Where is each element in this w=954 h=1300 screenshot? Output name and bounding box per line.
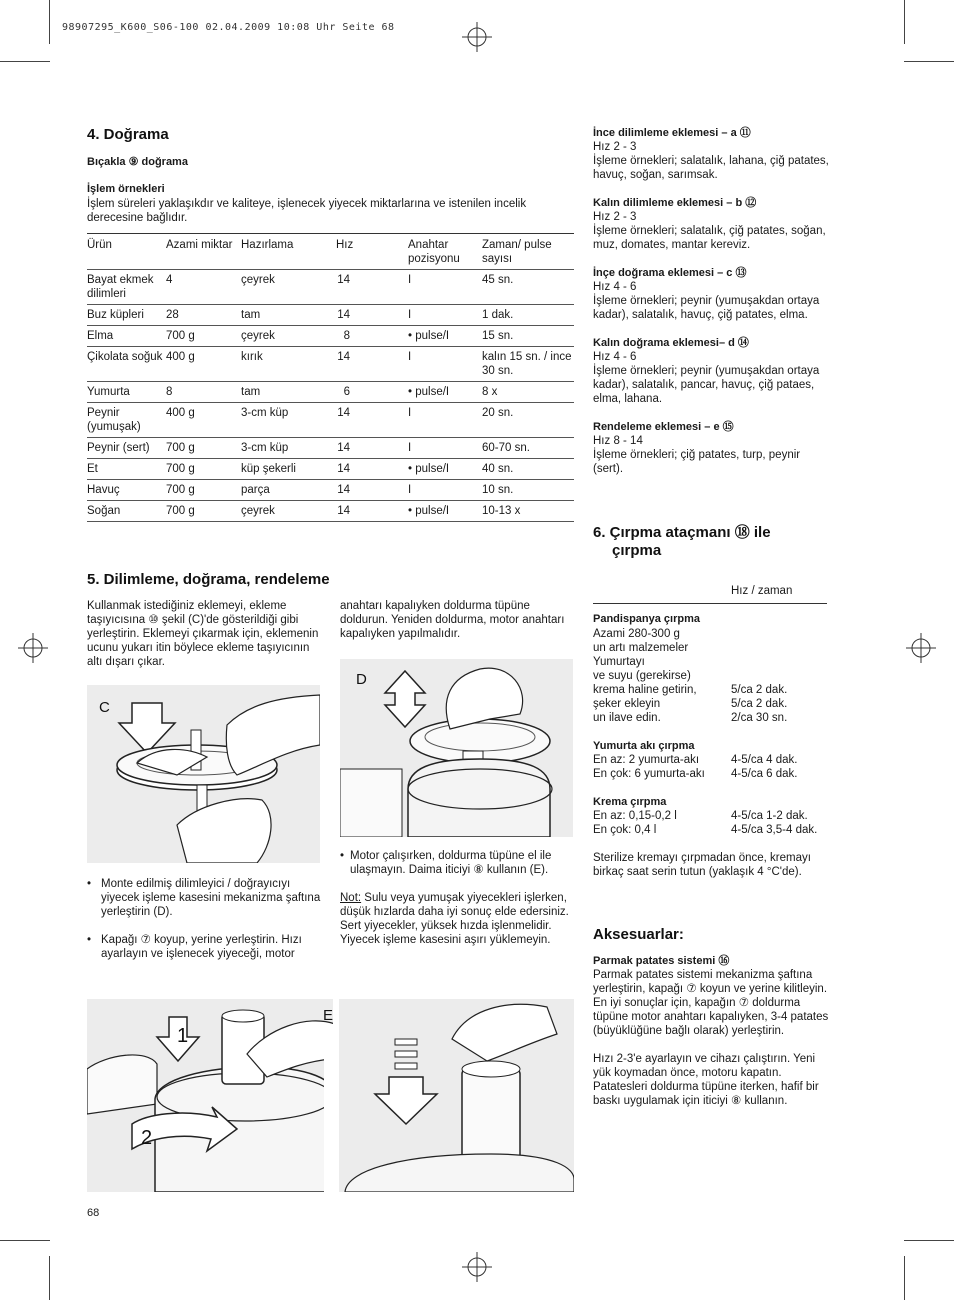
table-cell: 28: [166, 305, 241, 326]
table-header-row: [87, 234, 574, 270]
note-label: Not:: [340, 892, 362, 904]
recipe-row: [593, 641, 833, 655]
recipe-speed-time: 5/ca 2 dak.: [731, 684, 788, 696]
table-cell: 60-70 sn.: [482, 438, 574, 459]
table-cell: I: [408, 438, 482, 459]
accessories-body: [593, 954, 829, 1108]
recipe-step: En az: 0,15-0,2 l: [593, 810, 677, 822]
page-number: 68: [87, 1207, 100, 1219]
section-6-title-line2: çırpma: [612, 542, 662, 559]
table-cell: 8: [336, 326, 408, 347]
table-cell: 3-cm küp: [241, 403, 336, 438]
recipe-speed-time: 4-5/ca 3,5-4 dak.: [731, 824, 818, 836]
table-header-cell: Zaman/ pulse sayısı: [482, 234, 574, 270]
table-cell: kalın 15 sn. / ince 30 sn.: [482, 347, 574, 382]
recipe-row: [593, 767, 833, 781]
whisk-recipes: [593, 612, 833, 879]
table-cell: 14: [336, 305, 408, 326]
insert-block: [593, 126, 833, 182]
insert-title: Rendeleme eklemesi – e ⑮: [593, 421, 734, 433]
recipe-step: krema haline getirin,: [593, 684, 697, 696]
figure-d-illustration: [340, 659, 573, 837]
table-row: [87, 305, 574, 326]
crop-mark: [0, 1240, 50, 1241]
table-cell: • pulse/I: [408, 501, 482, 522]
recipe-step: En çok: 6 yumurta-akı: [593, 768, 705, 780]
insert-block: [593, 266, 833, 322]
figure-c-label: C: [99, 699, 110, 716]
figure-e-illustration: [87, 999, 574, 1192]
insert-speed: Hız 2 - 3: [593, 141, 637, 153]
cream-note: Sterilize kremayı çırpmadan önce, kremayı birkaç saat serin tutun (yaklaşık 4 °C'de).: [593, 852, 811, 878]
table-cell: • pulse/I: [408, 459, 482, 480]
recipe-row: [593, 753, 833, 767]
table-cell: çeyrek: [241, 270, 336, 305]
recipe-step: En çok: 0,4 l: [593, 824, 657, 836]
accessories-subtitle: Parmak patates sistemi ⑯: [593, 955, 730, 967]
table-cell: Peynir (sert): [87, 438, 166, 459]
table-header-cell: Hız: [336, 234, 408, 270]
accessories-paragraph-2: Hızı 2-3'e ayarlayın ve cihazı çalıştırın. Yeni yük koymadan önce, motoru kapatın. Patatesleri doldurma tüpüne iterken, hafif bir baskı uygulamak için iticiyi ⑧ kullanın.: [593, 1053, 819, 1107]
table-row: [87, 438, 574, 459]
table-cell: 700 g: [166, 480, 241, 501]
table-cell: 700 g: [166, 326, 241, 347]
section-5-col1-text: Kullanmak istediğiniz eklemeyi, ekleme taşıyıcısına ⑩ şekil (C)'de gösterildiği gibi yerleştirin. Eklemeyi çıkarmak için, eklemenin ucunu yukarı itin böylece ekleme taşıyıcının altı dışarı çıkar.: [87, 600, 319, 668]
note-text: Sulu veya yumuşak yiyecekleri işlerken, düşük hızlarda daha iyi sonuç elde edersiniz. Sert yiyecekler, yüksek hızda işlenmelidir. Yiyecek işleme kasesini aşırı yüklemeyin.: [340, 892, 569, 946]
figure-c: [87, 685, 320, 863]
table-cell: 6: [336, 382, 408, 403]
recipe-step: şeker ekleyin: [593, 698, 661, 710]
table-header-cell: Ürün: [87, 234, 166, 270]
table-cell: 20 sn.: [482, 403, 574, 438]
table-cell: 15 sn.: [482, 326, 574, 347]
table-cell: kırık: [241, 347, 336, 382]
table-cell: 400 g: [166, 347, 241, 382]
table-cell: Bayat ekmek dilimleri: [87, 270, 166, 305]
recipe-step: En az: 2 yumurta-akı: [593, 754, 700, 766]
insert-title: İnçe doğrama eklemesi – c ⑬: [593, 267, 747, 279]
registration-mark-icon: [906, 633, 936, 663]
recipe-speed-time: 4-5/ca 1-2 dak.: [731, 810, 808, 822]
bullet-icon: •: [87, 934, 92, 946]
insert-speed: Hız 2 - 3: [593, 211, 637, 223]
insert-block: [593, 420, 833, 476]
cream-title: Krema çırpma: [593, 796, 667, 808]
figure-c-illustration: [87, 685, 320, 863]
table-row: [87, 459, 574, 480]
insert-speed: Hız 8 - 14: [593, 435, 643, 447]
table-cell: Buz küpleri: [87, 305, 166, 326]
recipe-row: [593, 823, 833, 837]
speed-time-header: Hız / zaman: [731, 585, 793, 597]
recipe-speed-time: 4-5/ca 4 dak.: [731, 754, 798, 766]
bullet-icon: •: [340, 850, 345, 862]
section-6-title-line1: 6. Çırpma ataçmanı ⑱ ile: [593, 524, 771, 541]
crop-mark: [904, 1256, 905, 1300]
divider: [593, 603, 827, 604]
recipe-speed-time: 4-5/ca 6 dak.: [731, 768, 798, 780]
insert-speed: Hız 4 - 6: [593, 351, 637, 363]
insert-block: [593, 336, 833, 406]
insert-description: İşleme örnekleri; salatalık, çiğ patates, soğan, muz, domates, mantar kereviz.: [593, 225, 826, 251]
table-cell: 8: [166, 382, 241, 403]
table-cell: Çikolata soğuk: [87, 347, 166, 382]
crop-mark: [904, 0, 905, 44]
note-paragraph: [340, 891, 574, 947]
table-cell: parça: [241, 480, 336, 501]
recipe-step: ve suyu (gerekirse): [593, 670, 691, 682]
insert-title: Kalın doğrama eklemesi– d ⑭: [593, 337, 749, 349]
recipe-step: Yumurtayı: [593, 656, 645, 668]
sponge-title: Pandispanya çırpma: [593, 613, 700, 625]
insert-description: İşleme örnekleri; peynir (yumuşakdan ortaya kadar), salatalık, havuç, çiğ patates, elma.: [593, 295, 820, 321]
insert-description: İşleme örnekleri; salatalık, lahana, çiğ patates, havuç, soğan, sarımsak.: [593, 155, 829, 181]
crop-mark: [904, 1240, 954, 1241]
bullet-text: Motor çalışırken, doldurma tüpüne el ile ulaşmayın. Daima iticiyi ⑧ kullanın (E).: [350, 850, 552, 876]
crop-mark: [49, 0, 50, 44]
table-cell: 14: [336, 347, 408, 382]
bullet-icon: •: [87, 878, 92, 890]
table-cell: I: [408, 347, 482, 382]
table-cell: Et: [87, 459, 166, 480]
insert-description: İşleme örnekleri; çiğ patates, turp, peynir (sert).: [593, 449, 801, 475]
table-cell: 700 g: [166, 438, 241, 459]
recipe-row: [593, 655, 833, 669]
processing-table: [87, 233, 574, 522]
table-cell: • pulse/I: [408, 326, 482, 347]
table-header-cell: Hazırlama: [241, 234, 336, 270]
table-cell: I: [408, 305, 482, 326]
table-cell: I: [408, 403, 482, 438]
table-cell: 3-cm küp: [241, 438, 336, 459]
table-cell: 400 g: [166, 403, 241, 438]
table-cell: 40 sn.: [482, 459, 574, 480]
table-cell: 45 sn.: [482, 270, 574, 305]
table-cell: 10-13 x: [482, 501, 574, 522]
section-6-title: [593, 524, 771, 560]
insert-description: İşleme örnekleri; peynir (yumuşakdan ortaya kadar), salatalık, pancar, havuç, çiğ pataes, elma, lahana.: [593, 365, 820, 405]
recipe-row: [593, 809, 833, 823]
table-row: [87, 382, 574, 403]
table-cell: Yumurta: [87, 382, 166, 403]
print-header-line: 98907295_K600_S06-100 02.04.2009 10:08 Uhr Seite 68: [62, 22, 395, 33]
recipe-row: [593, 683, 833, 697]
recipe-speed-time: 2/ca 30 sn.: [731, 712, 788, 724]
table-cell: 14: [336, 270, 408, 305]
eggwhite-title: Yumurta akı çırpma: [593, 740, 695, 752]
table-cell: I: [408, 480, 482, 501]
crop-mark: [904, 61, 954, 62]
table-cell: Soğan: [87, 501, 166, 522]
table-row: [87, 270, 574, 305]
recipe-row: [593, 627, 833, 641]
recipe-speed-time: 5/ca 2 dak.: [731, 698, 788, 710]
bullet-text: Monte edilmiş dilimleyici / doğrayıcıyı yiyecek işleme kasesini mekanizma şaftına yerleştirin (D).: [101, 878, 321, 918]
table-cell: 8 x: [482, 382, 574, 403]
bullet-list-right: [340, 849, 574, 947]
insert-speed: Hız 4 - 6: [593, 281, 637, 293]
recipe-row: [593, 697, 833, 711]
table-cell: tam: [241, 382, 336, 403]
figure-d: [340, 659, 573, 837]
table-cell: 700 g: [166, 459, 241, 480]
recipe-row: [593, 669, 833, 683]
table-cell: I: [408, 270, 482, 305]
recipe-step: un artı malzemeler: [593, 642, 689, 654]
section-5-col2-text: anahtarı kapalıyken doldurma tüpüne doldurun. Yeniden doldurma, motor anahtarı kapalıyken yapılmalıdır.: [340, 600, 565, 640]
table-cell: çeyrek: [241, 326, 336, 347]
table-cell: 14: [336, 501, 408, 522]
accessories-title: Aksesuarlar:: [593, 926, 684, 943]
table-cell: Elma: [87, 326, 166, 347]
registration-mark-icon: [18, 633, 48, 663]
table-row: [87, 403, 574, 438]
figure-e: [87, 999, 574, 1192]
list-item: [340, 849, 574, 877]
accessories-paragraph-1: Parmak patates sistemi mekanizma şaftına yerleştirin, kapağı ⑦ koyun ve yerine kilitleyin. En iyi sonuçlar için, kapağın ⑦ doldurma tüpüne motor anahtarı kapalıyken, 3-4 patates (büyüklüğüne bağlı olarak) yerleştirin.: [593, 969, 829, 1037]
table-cell: 4: [166, 270, 241, 305]
table-cell: 14: [336, 480, 408, 501]
table-row: [87, 326, 574, 347]
recipe-step: un ilave edin.: [593, 712, 661, 724]
section-4-subtitle: Bıçakla ⑨ doğrama: [87, 156, 188, 168]
figure-e-label: E: [323, 1007, 334, 1024]
table-cell: 14: [336, 403, 408, 438]
table-cell: çeyrek: [241, 501, 336, 522]
table-cell: 10 sn.: [482, 480, 574, 501]
table-cell: 1 dak.: [482, 305, 574, 326]
bullet-text: Kapağı ⑦ koyup, yerine yerleştirin. Hızı ayarlayın ve işlenecek yiyeceği, motor: [101, 934, 302, 960]
figure-e-step-2: 2: [141, 1127, 153, 1149]
registration-mark-icon: [462, 22, 492, 52]
section-5-title: 5. Dilimleme, doğrama, rendeleme: [87, 571, 330, 588]
table-cell: 14: [336, 459, 408, 480]
table-row: [87, 480, 574, 501]
table-row: [87, 501, 574, 522]
registration-mark-icon: [462, 1252, 492, 1282]
table-cell: Havuç: [87, 480, 166, 501]
figure-e-step-1: 1: [177, 1025, 189, 1047]
table-cell: • pulse/I: [408, 382, 482, 403]
figure-d-label: D: [356, 671, 367, 688]
table-row: [87, 347, 574, 382]
table-cell: Peynir (yumuşak): [87, 403, 166, 438]
list-item: [87, 877, 322, 919]
recipe-row: [593, 711, 833, 725]
crop-mark: [49, 1256, 50, 1300]
bullet-list-left: [87, 877, 322, 961]
insert-block: [593, 196, 833, 252]
table-cell: 700 g: [166, 501, 241, 522]
inserts-list: [593, 126, 833, 490]
insert-title: İnce dilimleme eklemesi – a ⑪: [593, 127, 751, 139]
table-header-cell: Anahtar pozisyonu: [408, 234, 482, 270]
list-item: [87, 933, 322, 961]
examples-heading: İşlem örnekleri: [87, 183, 165, 195]
crop-mark: [0, 61, 50, 62]
table-header-cell: Azami miktar: [166, 234, 241, 270]
section-4-title: 4. Doğrama: [87, 126, 169, 143]
insert-title: Kalın dilimleme eklemesi – b ⑫: [593, 197, 757, 209]
table-cell: 14: [336, 438, 408, 459]
table-cell: tam: [241, 305, 336, 326]
recipe-step: Azami 280-300 g: [593, 628, 680, 640]
processing-table-grid: [87, 233, 574, 522]
table-cell: küp şekerli: [241, 459, 336, 480]
section-4-intro: İşlem süreleri yaklaşıkdır ve kaliteye, işlenecek yiyecek miktarlarına ve istenilen incelik derecesine bağlıdır.: [87, 198, 527, 224]
